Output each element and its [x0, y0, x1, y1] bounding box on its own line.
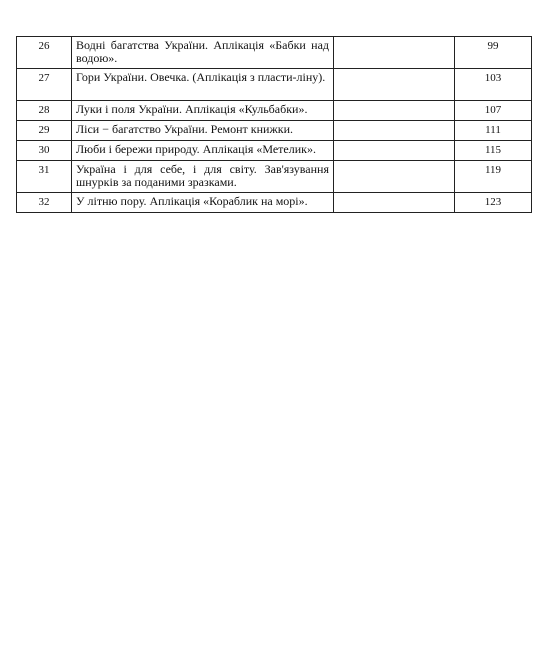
blank-cell — [334, 141, 455, 161]
page-number: 111 — [455, 121, 532, 141]
table-row — [17, 101, 532, 121]
lesson-title: Луки і поля України. Аплікація «Кульбабки». — [72, 101, 334, 121]
blank-cell — [334, 101, 455, 121]
page-number: 107 — [455, 101, 532, 121]
table-row — [17, 37, 532, 69]
table-row — [17, 69, 532, 101]
blank-cell — [334, 161, 455, 193]
lesson-number: 26 — [17, 37, 72, 69]
table-row — [17, 121, 532, 141]
table-row — [17, 193, 532, 213]
lesson-number: 27 — [17, 69, 72, 101]
page-number: 103 — [455, 69, 532, 101]
blank-cell — [334, 121, 455, 141]
table-row — [17, 141, 532, 161]
lesson-number: 31 — [17, 161, 72, 193]
lesson-title: Гори України. Овечка. (Аплікація з пласти-ліну). — [72, 69, 334, 101]
lesson-title: Ліси − багатство України. Ремонт книжки. — [72, 121, 334, 141]
lesson-title: У літню пору. Аплікація «Кораблик на морі». — [72, 193, 334, 213]
lesson-title: Водні багатства України. Аплікація «Бабки над водою». — [72, 37, 334, 69]
lesson-title: Люби і бережи природу. Аплікація «Метелик». — [72, 141, 334, 161]
blank-cell — [334, 69, 455, 101]
lesson-title: Україна і для себе, і для світу. Зав'язування шнурків за поданими зразками. — [72, 161, 334, 193]
blank-cell — [334, 193, 455, 213]
blank-cell — [334, 37, 455, 69]
page-number: 99 — [455, 37, 532, 69]
lesson-number: 30 — [17, 141, 72, 161]
contents-table — [16, 36, 532, 213]
page-number: 119 — [455, 161, 532, 193]
lesson-number: 28 — [17, 101, 72, 121]
page-number: 123 — [455, 193, 532, 213]
lesson-number: 29 — [17, 121, 72, 141]
lesson-number: 32 — [17, 193, 72, 213]
page-number: 115 — [455, 141, 532, 161]
table-row — [17, 161, 532, 193]
